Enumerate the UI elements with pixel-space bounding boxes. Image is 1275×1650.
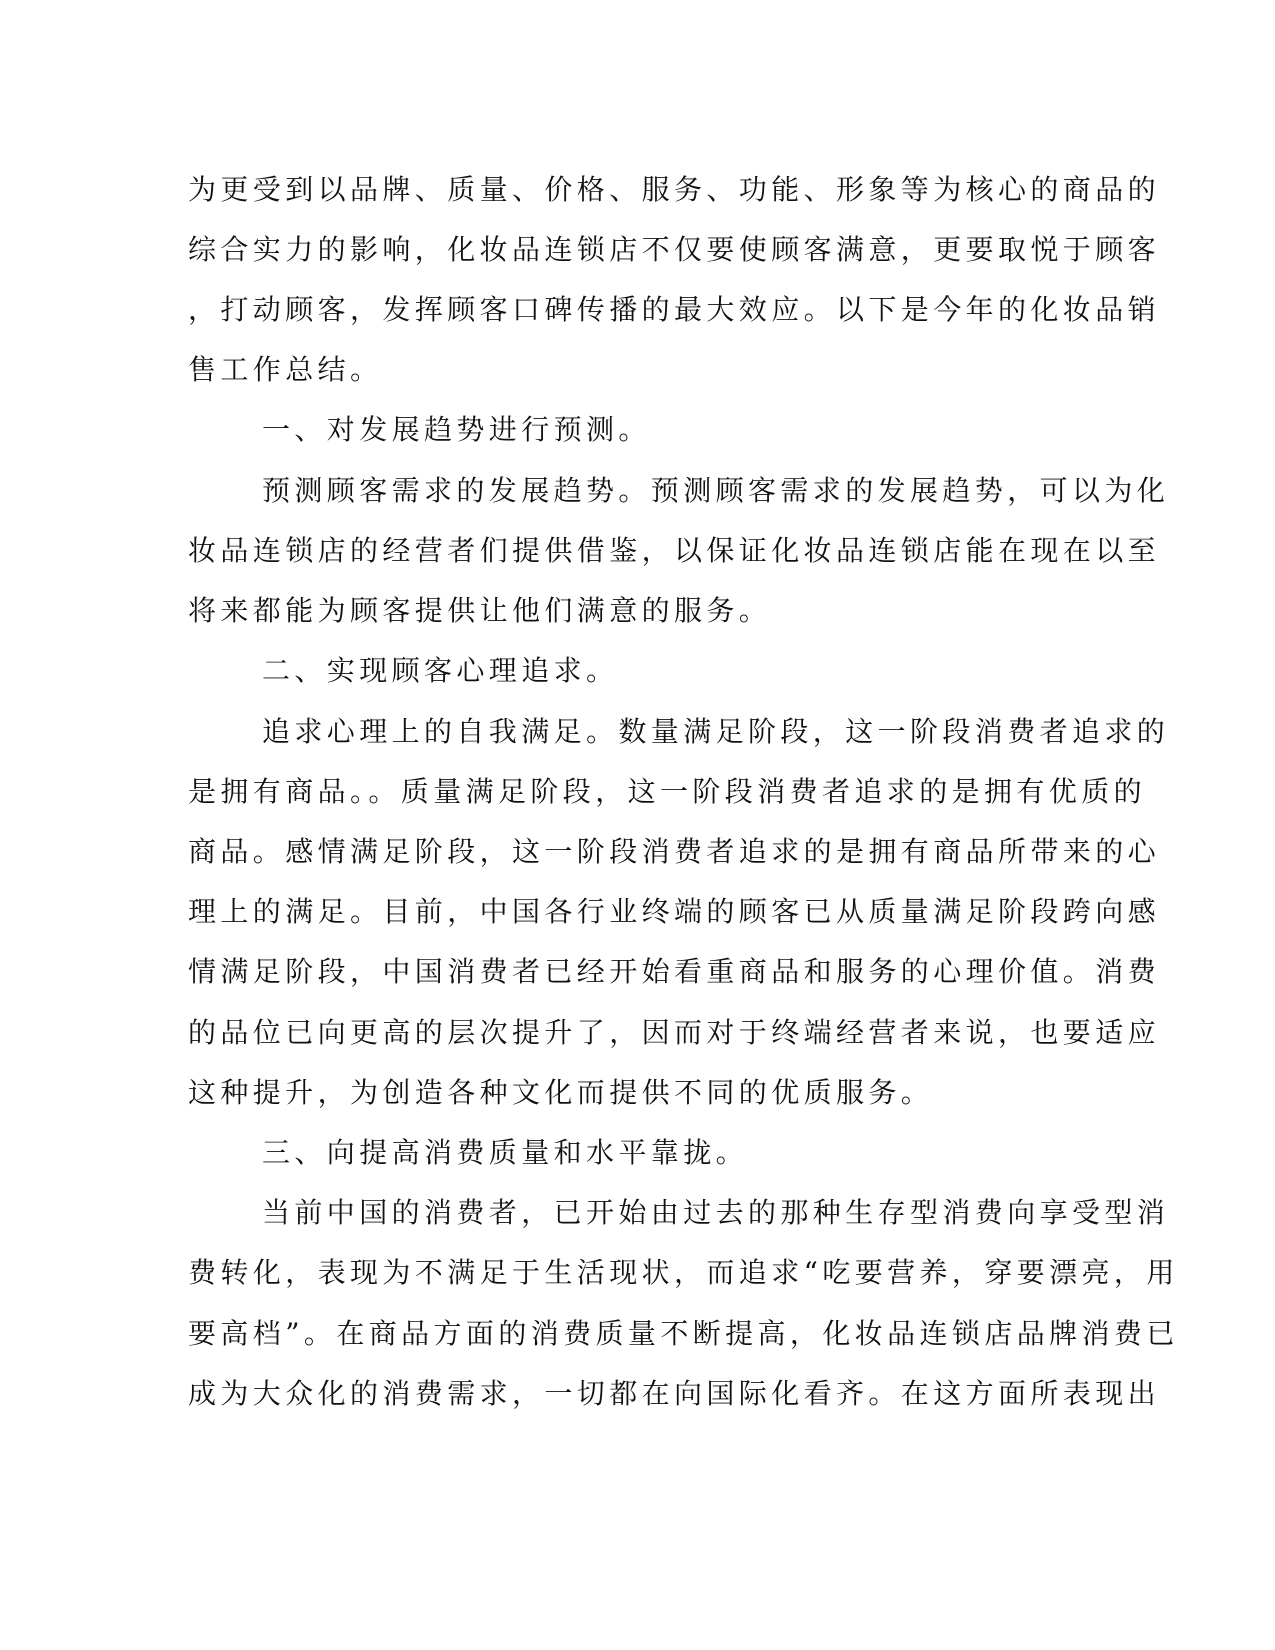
body-text-line: 为更受到以品牌、质量、价格、服务、功能、形象等为核心的商品的: [188, 173, 1161, 206]
body-text-line: 售工作总结。: [188, 353, 383, 386]
body-text-line: 理上的满足。目前，中国各行业终端的顾客已从质量满足阶段跨向感: [188, 895, 1161, 928]
body-text-line: 将来都能为顾客提供让他们满意的服务。: [188, 594, 772, 627]
body-text-line: 妆品连锁店的经营者们提供借鉴，以保证化妆品连锁店能在现在以至: [188, 534, 1161, 567]
body-text-line: 情满足阶段，中国消费者已经开始看重商品和服务的心理价值。消费: [188, 955, 1161, 988]
body-text-line: ，打动顾客，发挥顾客口碑传播的最大效应。以下是今年的化妆品销: [188, 293, 1161, 326]
body-text-line: 这种提升，为创造各种文化而提供不同的优质服务。: [188, 1076, 934, 1109]
section-heading-1: 一、对发展趋势进行预测。: [262, 413, 651, 446]
body-text-line: 费转化，表现为不满足于生活现状，而追求“吃要营养，穿要漂亮，用: [188, 1256, 1179, 1289]
body-text-line: 是拥有商品。。质量满足阶段，这一阶段消费者追求的是拥有优质的: [188, 775, 1147, 808]
body-text-line: 要高档”。在商品方面的消费质量不断提高，化妆品连锁店品牌消费已: [188, 1317, 1179, 1350]
paragraph-start: 追求心理上的自我满足。数量满足阶段，这一阶段消费者追求的: [262, 715, 1170, 748]
section-heading-3: 三、向提高消费质量和水平靠拢。: [262, 1136, 749, 1169]
body-text-line: 的品位已向更高的层次提升了，因而对于终端经营者来说，也要适应: [188, 1016, 1161, 1049]
section-heading-2: 二、实现顾客心理追求。: [262, 654, 619, 687]
paragraph-start: 当前中国的消费者，已开始由过去的那种生存型消费向享受型消: [262, 1196, 1170, 1229]
paragraph-start: 预测顾客需求的发展趋势。预测顾客需求的发展趋势，可以为化: [262, 474, 1170, 507]
body-text-line: 综合实力的影响，化妆品连锁店不仅要使顾客满意，更要取悦于顾客: [188, 233, 1161, 266]
body-text-line: 商品。感情满足阶段，这一阶段消费者追求的是拥有商品所带来的心: [188, 835, 1161, 868]
body-text-line: 成为大众化的消费需求，一切都在向国际化看齐。在这方面所表现出: [188, 1377, 1161, 1410]
